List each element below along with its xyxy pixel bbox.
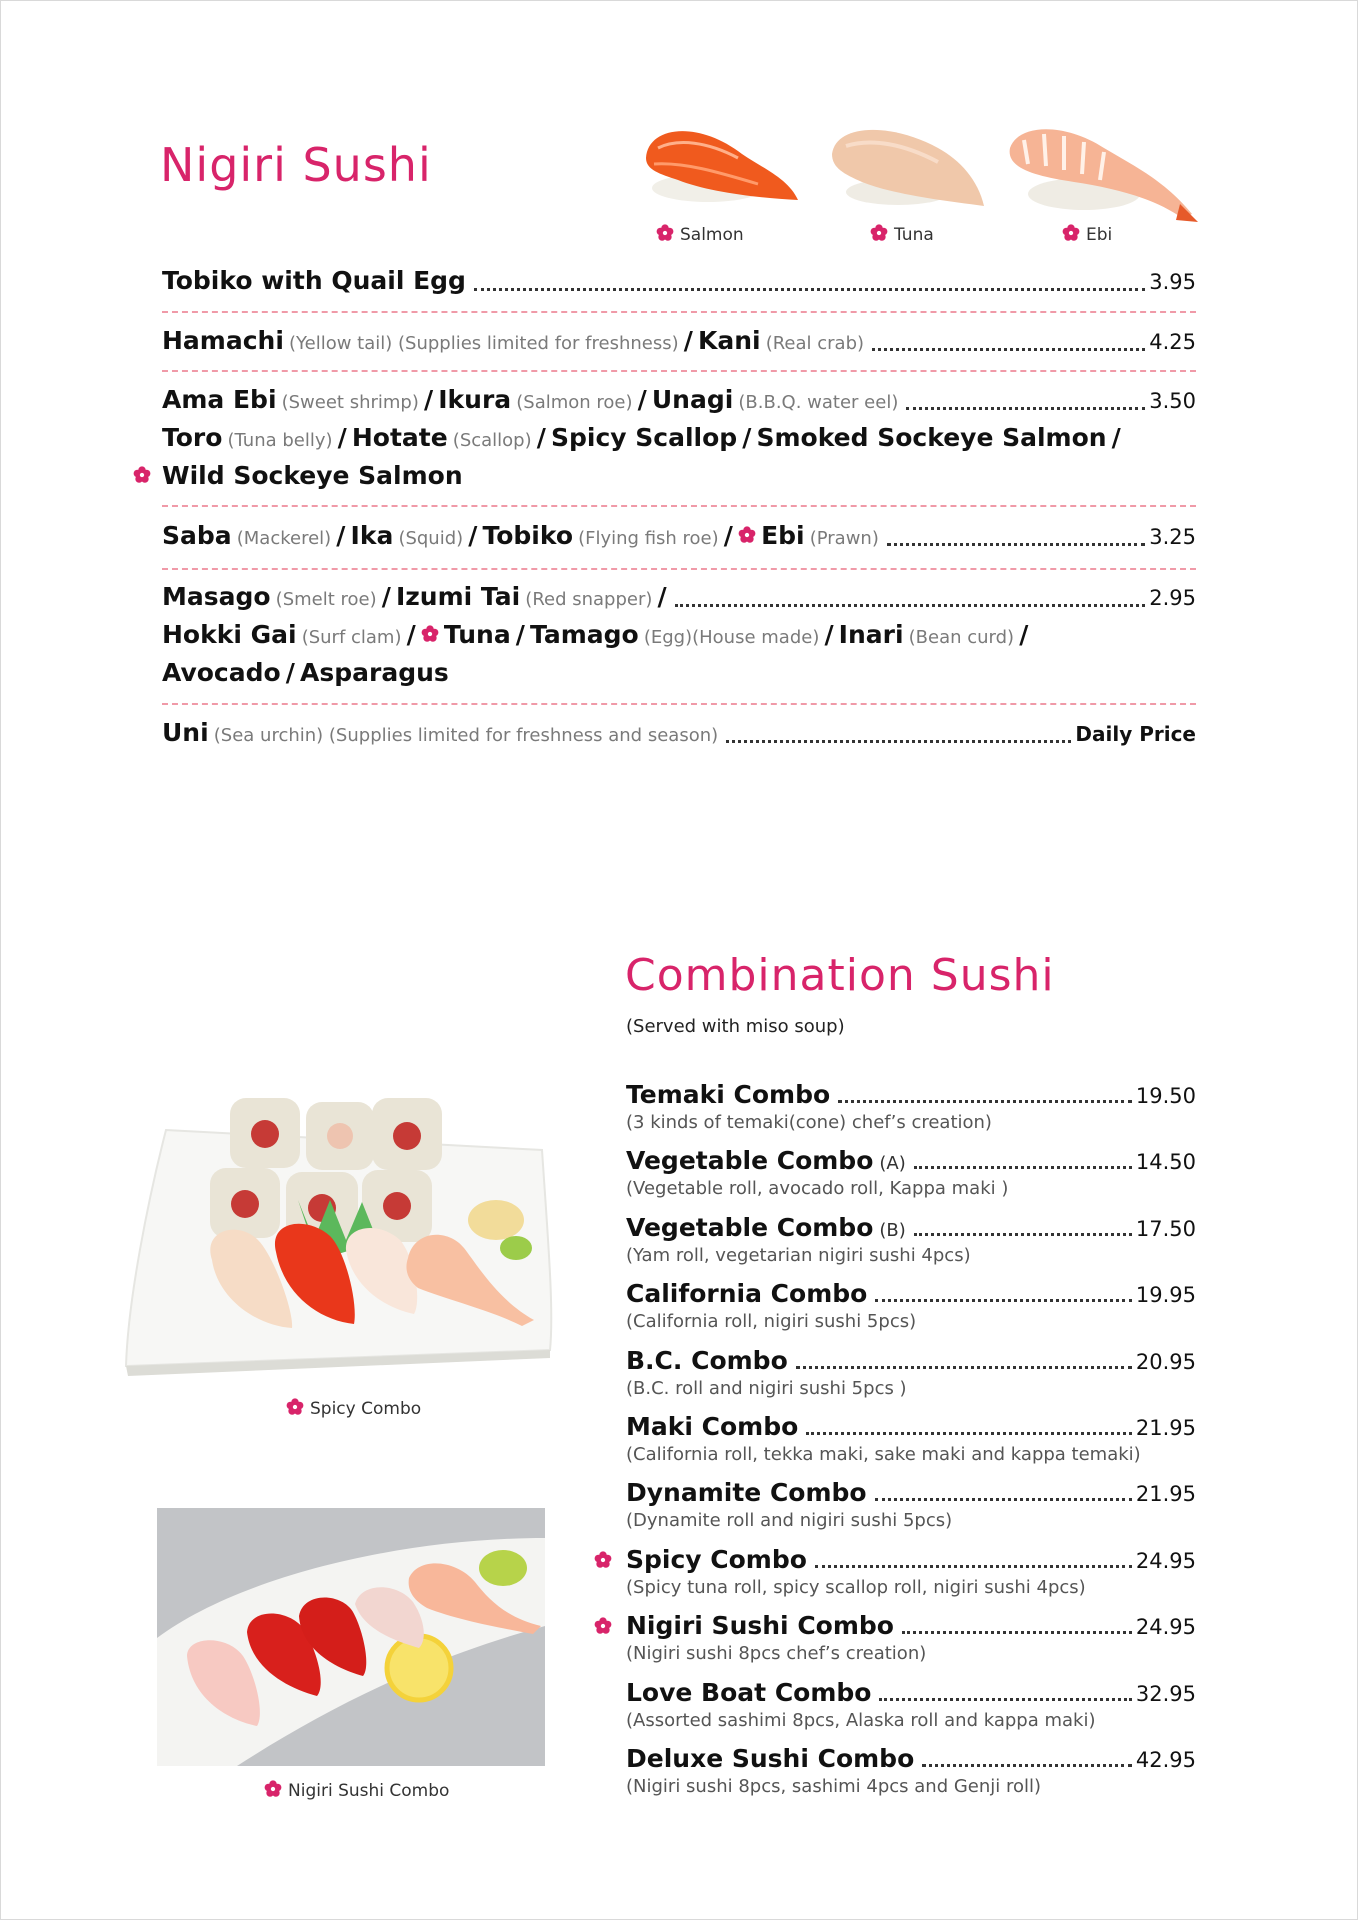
dashed-divider — [162, 568, 1196, 570]
item-name: Uni — [162, 718, 209, 747]
nigiri-sushi-combo-photo-label: Nigiri Sushi Combo — [264, 1780, 449, 1801]
flower-icon — [594, 1617, 612, 1635]
item-price: 4.25 — [1149, 330, 1196, 354]
combo-description: (Nigiri sushi 8pcs, sashimi 4pcs and Genji roll) — [626, 1776, 1042, 1797]
dot-leader — [796, 1366, 1132, 1369]
combo-tag: (B) — [879, 1219, 906, 1241]
item-name: Masago — [162, 582, 271, 611]
spicy-combo-photo-label: Spicy Combo — [286, 1398, 421, 1419]
combo-item-line — [626, 1144, 1196, 1178]
flower-icon — [421, 625, 439, 643]
combo-item — [626, 1609, 1196, 1667]
separator: / — [406, 620, 416, 649]
dot-leader — [879, 1698, 1131, 1701]
combo-name: Deluxe Sushi Combo — [626, 1744, 915, 1773]
combo-item — [626, 1476, 1196, 1534]
dot-leader — [815, 1565, 1132, 1568]
dot-leader — [887, 543, 1145, 546]
dot-leader — [474, 288, 1145, 291]
dashed-divider — [162, 703, 1196, 705]
separator: / — [423, 385, 434, 414]
item-name: Tobiko with Quail Egg — [162, 266, 466, 295]
salmon-nigiri-photo — [638, 118, 802, 210]
item-name: Wild Sockeye Salmon — [162, 461, 463, 490]
combo-item-line — [626, 1476, 1196, 1510]
combo-price: 24.95 — [1135, 1548, 1196, 1573]
ebi-nigiri-photo — [1004, 118, 1200, 226]
item-name: Tuna — [443, 620, 511, 649]
separator: / — [515, 620, 525, 649]
item-name: Tobiko — [482, 521, 574, 550]
item-note: (Sea urchin) (Supplies limited for freshness and season) — [213, 725, 719, 746]
separator: / — [657, 582, 667, 611]
combo-name: Spicy Combo — [626, 1544, 807, 1574]
combo-item-line — [626, 1344, 1196, 1378]
item-note: (Smelt roe) — [275, 589, 377, 610]
separator: / — [824, 620, 834, 649]
separator: / — [742, 423, 752, 452]
combo-description: (3 kinds of temaki(cone) chef’s creation) — [626, 1112, 992, 1133]
dot-leader — [726, 740, 1071, 743]
combo-description: (California roll, tekka maki, sake maki and kappa temaki) — [626, 1444, 1141, 1465]
item-name: Asparagus — [300, 658, 449, 687]
combo-description: (California roll, nigiri sushi 5pcs) — [626, 1311, 917, 1333]
flower-icon — [1062, 224, 1080, 242]
separator: / — [468, 521, 478, 550]
dot-leader — [875, 1498, 1132, 1501]
combo-description: (Nigiri sushi 8pcs chef’s creation) — [626, 1643, 927, 1665]
item-note: (Flying fish roe) — [578, 528, 719, 549]
separator: / — [1019, 620, 1029, 649]
item-name: Avocado — [162, 658, 281, 687]
item-note: (Sweet shrimp) — [281, 392, 419, 413]
menu-item-hamachi-kani — [162, 322, 1196, 360]
combo-name: Vegetable Combo — [626, 1212, 874, 1242]
menu-group-350 — [162, 381, 1196, 495]
combo-item — [626, 1277, 1196, 1335]
dot-leader — [875, 1299, 1132, 1302]
item-name: Ebi — [761, 521, 805, 550]
combo-name: California Combo — [626, 1279, 868, 1309]
combo-name: Temaki Combo — [626, 1080, 831, 1109]
item-note: (Bean curd) — [908, 627, 1015, 648]
item-name: Smoked Sockeye Salmon — [756, 423, 1107, 452]
item-name: Ama Ebi — [162, 385, 277, 414]
separator: / — [683, 326, 693, 355]
combo-item — [626, 1543, 1196, 1601]
item-name: Hotate — [351, 423, 448, 452]
item-note: (Real crab) — [765, 333, 865, 354]
item-price: 3.25 — [1149, 525, 1196, 549]
flower-icon — [286, 1398, 304, 1416]
combo-price: 32.95 — [1135, 1681, 1196, 1706]
separator: / — [381, 582, 391, 611]
separator: / — [723, 521, 733, 550]
dot-leader — [872, 348, 1145, 351]
dot-leader — [806, 1432, 1132, 1435]
flower-icon — [656, 224, 674, 242]
combo-price: 24.95 — [1135, 1615, 1196, 1640]
item-note: (B.B.Q. water eel) — [738, 392, 899, 413]
combo-price: 17.50 — [1135, 1216, 1196, 1241]
combo-description: (Dynamite roll and nigiri sushi 5pcs) — [626, 1510, 953, 1532]
flower-icon — [870, 224, 888, 242]
tuna-photo-label: Tuna — [870, 224, 934, 245]
item-name: Izumi Tai — [395, 582, 521, 611]
combo-price: 21.95 — [1135, 1416, 1196, 1440]
combo-name: Vegetable Combo — [626, 1146, 874, 1176]
combo-item-line — [626, 1676, 1196, 1710]
combo-name: Dynamite Combo — [626, 1478, 867, 1508]
item-name: Toro — [162, 423, 223, 452]
combo-price: 19.50 — [1135, 1084, 1196, 1108]
combo-item-line — [626, 1410, 1196, 1444]
item-note: (Scallop) — [452, 430, 532, 451]
combo-item-line — [626, 1543, 1196, 1577]
combo-name: Nigiri Sushi Combo — [626, 1611, 894, 1641]
combo-item-line — [626, 1078, 1196, 1112]
combo-description: (Vegetable roll, avocado roll, Kappa maki ) — [626, 1178, 1009, 1200]
combination-note: (Served with miso soup) — [626, 1016, 845, 1037]
spicy-combo-photo — [118, 1080, 556, 1380]
menu-item-tobiko-quail — [162, 262, 1196, 300]
separator: / — [336, 521, 346, 550]
item-price: 2.95 — [1149, 586, 1196, 610]
separator: / — [536, 423, 546, 452]
combo-item — [626, 1742, 1196, 1800]
item-name: Ikura — [438, 385, 512, 414]
separator: / — [337, 423, 347, 452]
flower-icon — [264, 1780, 282, 1798]
dot-leader — [906, 407, 1145, 410]
dashed-divider — [162, 311, 1196, 313]
item-name: Saba — [162, 521, 232, 550]
combo-description: (B.C. roll and nigiri sushi 5pcs ) — [626, 1377, 907, 1399]
combo-name: Love Boat Combo — [626, 1677, 872, 1707]
combo-price: 21.95 — [1135, 1482, 1196, 1507]
combination-title: Combination Sushi — [625, 950, 1055, 1001]
combo-price: 42.95 — [1135, 1748, 1196, 1772]
combo-tag: (A) — [879, 1153, 906, 1175]
combo-price: 20.95 — [1135, 1349, 1196, 1374]
flower-icon — [738, 526, 756, 544]
flower-icon — [133, 466, 151, 484]
item-note: (Yellow tail) (Supplies limited for freshness) — [289, 333, 679, 354]
item-name: Tamago — [530, 620, 639, 649]
item-name: Hokki Gai — [162, 620, 297, 649]
item-note: (Mackerel) — [236, 528, 332, 549]
combo-item — [626, 1144, 1196, 1202]
item-price: 3.50 — [1149, 389, 1196, 413]
ebi-photo-label: Ebi — [1062, 224, 1112, 245]
item-note: (Salmon roe) — [516, 392, 633, 413]
dashed-divider — [162, 370, 1196, 372]
combo-item — [626, 1344, 1196, 1402]
item-name: Hamachi — [162, 326, 284, 355]
combo-item-line — [626, 1211, 1196, 1245]
item-note: (Egg)(House made) — [643, 627, 820, 648]
combo-item — [626, 1676, 1196, 1734]
item-note: (Surf clam) — [301, 627, 402, 648]
combo-item — [626, 1211, 1196, 1269]
tuna-nigiri-photo — [828, 120, 988, 212]
combo-name: B.C. Combo — [626, 1345, 788, 1375]
item-name: Inari — [838, 620, 904, 649]
separator: / — [637, 385, 647, 414]
combo-description: (Assorted sashimi 8pcs, Alaska roll and kappa maki) — [626, 1709, 1096, 1731]
separator: / — [1111, 423, 1121, 452]
item-note: (Squid) — [398, 528, 464, 549]
combo-item — [626, 1410, 1196, 1468]
nigiri-sushi-combo-photo — [157, 1508, 545, 1766]
menu-group-325 — [162, 517, 1196, 555]
combo-item — [626, 1078, 1196, 1136]
item-name: Kani — [697, 326, 761, 355]
dot-leader — [914, 1166, 1132, 1169]
menu-group-295 — [162, 578, 1196, 692]
flower-icon — [594, 1551, 612, 1569]
dot-leader — [922, 1764, 1132, 1767]
item-price: Daily Price — [1075, 722, 1196, 746]
combo-description: (Yam roll, vegetarian nigiri sushi 4pcs) — [626, 1244, 971, 1266]
combo-item-line — [626, 1742, 1196, 1776]
item-note: (Prawn) — [809, 528, 879, 549]
item-name: Unagi — [651, 385, 734, 414]
salmon-photo-label: Salmon — [656, 224, 744, 245]
combo-price: 14.50 — [1135, 1150, 1196, 1175]
combo-description: (Spicy tuna roll, spicy scallop roll, nigiri sushi 4pcs) — [626, 1576, 1086, 1598]
dot-leader — [675, 604, 1146, 607]
separator: / — [285, 658, 295, 687]
nigiri-title: Nigiri Sushi — [160, 138, 432, 192]
item-note: (Red snapper) — [525, 589, 653, 610]
item-price: 3.95 — [1149, 270, 1196, 294]
item-name: Spicy Scallop — [550, 423, 738, 452]
dashed-divider — [162, 505, 1196, 507]
dot-leader — [902, 1631, 1132, 1634]
combo-price: 19.95 — [1135, 1283, 1196, 1308]
dot-leader — [838, 1100, 1132, 1103]
combo-name: Maki Combo — [626, 1412, 799, 1441]
combo-item-line — [626, 1277, 1196, 1311]
item-note: (Tuna belly) — [227, 430, 333, 451]
item-name: Ika — [350, 521, 394, 550]
dot-leader — [914, 1233, 1132, 1236]
menu-item-uni — [162, 714, 1196, 752]
combo-item-line — [626, 1609, 1196, 1643]
